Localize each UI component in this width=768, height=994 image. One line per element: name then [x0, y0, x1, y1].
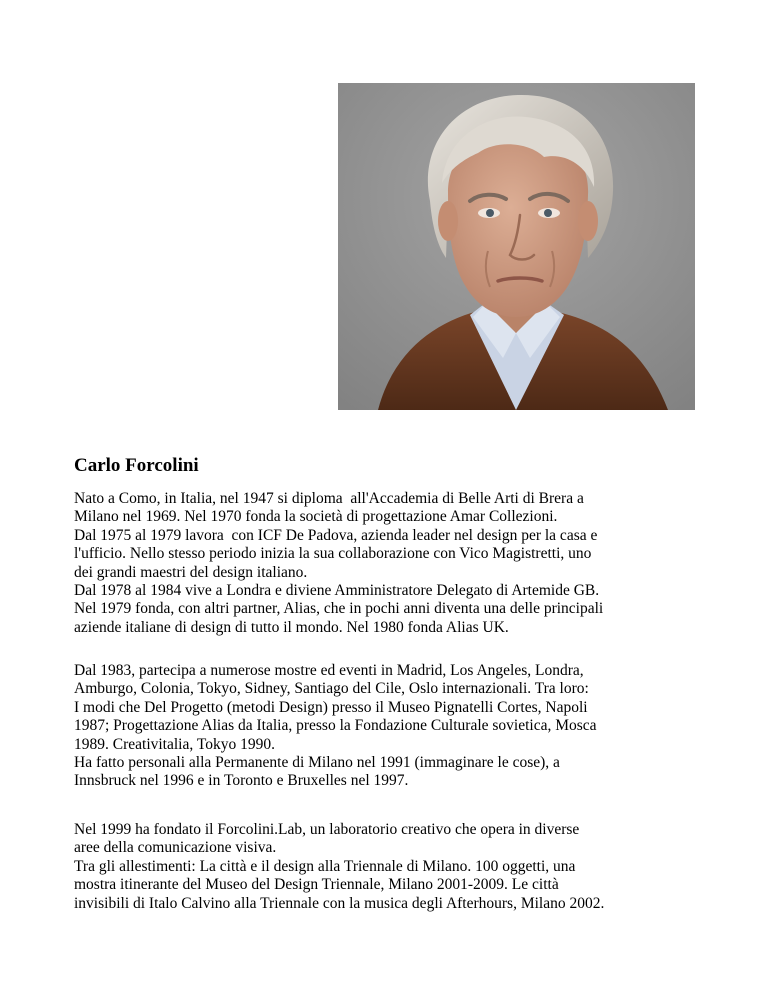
left-iris — [486, 209, 494, 217]
text-line: invisibili di Italo Calvino alla Triennale con la musica degli Afterhours, Milano 2002. — [74, 894, 605, 912]
biography-paragraph-1 — [74, 490, 603, 637]
text-line: Ha fatto personali alla Permanente di Milano nel 1991 (immaginare le cose), a — [74, 754, 560, 772]
text-line: Nel 1979 fonda, con altri partner, Alias, che in pochi anni diventa una delle principali — [74, 600, 604, 618]
text-line: mostra itinerante del Museo del Design Triennale, Milano 2001-2009. Le città — [74, 876, 559, 894]
left-ear — [438, 201, 458, 241]
text-line: I modi che Del Progetto (metodi Design) presso il Museo Pignatelli Cortes, Napoli — [74, 698, 588, 716]
text-line: Nel 1999 ha fondato il Forcolini.Lab, un laboratorio creativo che opera in diverse — [74, 821, 580, 838]
text-line: Amburgo, Colonia, Tokyo, Sidney, Santiago del Cile, Oslo internazionali. Tra loro: — [74, 680, 589, 698]
portrait-illustration — [338, 83, 695, 410]
page-title: Carlo Forcolini — [74, 455, 199, 476]
text-line: aree della comunicazione visiva. — [74, 839, 277, 857]
portrait-photo — [338, 83, 695, 410]
text-line: Dal 1983, partecipa a numerose mostre ed eventi in Madrid, Los Angeles, Londra, — [74, 662, 584, 679]
text-line: Dal 1975 al 1979 lavora con ICF De Padova, azienda leader nel design per la casa e — [74, 526, 598, 544]
text-line: Nato a Como, in Italia, nel 1947 si diploma all'Accademia di Belle Arti di Brera a — [74, 490, 584, 507]
biography-paragraph-3 — [74, 821, 604, 913]
text-line: 1987; Progettazione Alias da Italia, presso la Fondazione Culturale sovietica, Mosca — [74, 717, 597, 735]
text-line: aziende italiane di design di tutto il mondo. Nel 1980 fonda Alias UK. — [74, 618, 509, 636]
text-line: Milano nel 1969. Nel 1970 fonda la società di progettazione Amar Collezioni. — [74, 508, 558, 526]
text-line: Dal 1978 al 1984 vive a Londra e diviene Amministratore Delegato di Artemide GB. — [74, 582, 600, 600]
text-line: Innsbruck nel 1996 e in Toronto e Bruxelles nel 1997. — [74, 772, 409, 790]
biography-paragraph-2 — [74, 662, 597, 791]
right-ear — [578, 201, 598, 241]
text-line: Tra gli allestimenti: La città e il design alla Triennale di Milano. 100 oggetti, una — [74, 857, 576, 875]
text-line: 1989. Creativitalia, Tokyo 1990. — [74, 735, 275, 753]
text-line: l'ufficio. Nello stesso periodo inizia la sua collaborazione con Vico Magistretti, uno — [74, 545, 592, 563]
right-iris — [544, 209, 552, 217]
text-line: dei grandi maestri del design italiano. — [74, 563, 308, 581]
